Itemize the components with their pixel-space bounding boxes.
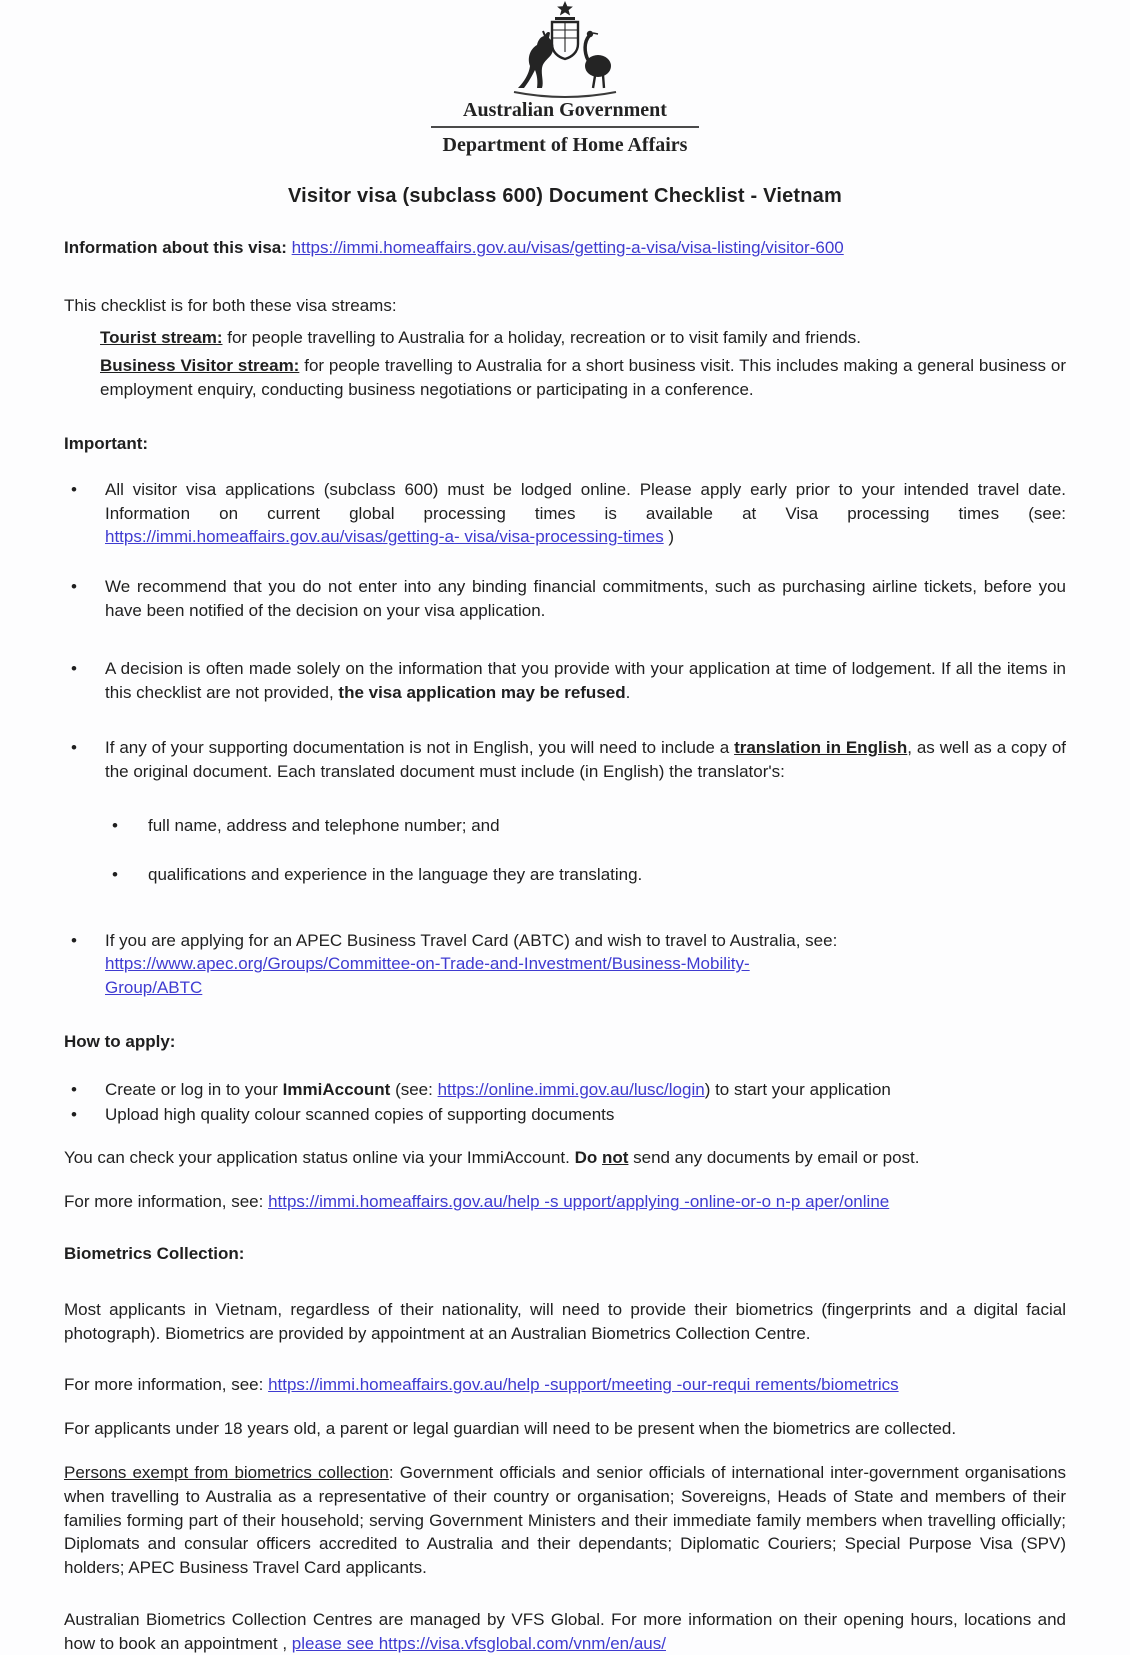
important-bullet-decision <box>64 657 1066 705</box>
stream-tourist <box>100 326 1066 350</box>
bullet-text: If you are applying for an APEC Business Travel Card (ABTC) and wish to travel to Australia, see: <box>105 930 838 950</box>
refused-warning-text: the visa application may be refused <box>338 682 626 702</box>
bullet-text-mid: (see: <box>390 1079 438 1099</box>
stream-business-text: for people travelling to Australia for a short business visit. This includes making a general business or employment enquiry, conducting business negotiations or participating in a conference. <box>100 356 1066 400</box>
translator-sub-bullet-contact <box>64 814 1066 838</box>
biometrics-requirements-link[interactable]: https://immi.homeaffairs.gov.au/help -support/meeting -our-requi rements/biometrics <box>268 1375 899 1395</box>
not-underlined: not <box>601 1148 629 1168</box>
header-divider <box>431 126 699 128</box>
bullet-text: We recommend that you do not enter into any binding financial commitments, such as purchasing airline tickets, before you have been notified of the decision on your visa application. <box>105 577 1066 620</box>
biometrics-exempt-paragraph <box>64 1461 1066 1580</box>
visa-info-line <box>64 236 1066 260</box>
bullet-text-suffix: ) to start your application <box>704 1079 891 1099</box>
page-title: Visitor visa (subclass 600) Document Checklist - Vietnam <box>287 185 842 207</box>
biometrics-intro-paragraph: Most applicants in Vietnam, regardless of their nationality, will need to provide their biometrics (fingerprints and a digital facial photograph). Biometrics are provided by appointment at an Australian Biometrics Collection Centre. <box>64 1299 1066 1343</box>
bullet-text: A decision is often made solely on the information that you provide with your application at time of lodgement. If all the items in this checklist are not provided, <box>105 658 1066 702</box>
important-bullet-financial-commitments <box>64 575 1066 623</box>
stream-tourist-name: Tourist stream: <box>100 327 223 347</box>
exempt-underlined-lead: Persons exempt from biometrics collection <box>64 1462 389 1482</box>
biometrics-heading: Biometrics Collection: <box>64 1243 245 1263</box>
department-name: Department of Home Affairs <box>442 134 688 156</box>
important-bullet-lodged-online <box>64 478 1066 549</box>
vfs-text: Australian Biometrics Collection Centres are managed by VFS Global. For more information on their opening hours, locations and how to book an appointment , <box>64 1609 1066 1653</box>
exempt-text: : Government officials and senior officials of international inter-government organisations when travelling to Australia as a representative of their country or organisation; Sovereigns, Heads of State and members of their families forming part of their household; serving Government Ministers and their immediate family members when travelling officially; Diplomats and consular officers accredited to Australia and their dependants; Diplomatic Couriers; Special Purpose Visa (SPV) holders; APEC Business Travel Card applicants. <box>64 1462 1066 1578</box>
bullet-text-suffix: , as well as a copy of the original document. Each translated document must include (in English) the translator's: <box>105 738 1066 782</box>
apec-abtc-link[interactable] <box>105 954 750 997</box>
do-not-bold: Do <box>574 1148 602 1168</box>
australian-coat-of-arms-icon <box>500 0 630 96</box>
visa-info-label: Information about this visa: <box>64 238 287 257</box>
apply-more-info-line <box>64 1190 1066 1214</box>
under-18-paragraph: For applicants under 18 years old, a parent or legal guardian will need to be present when the biometrics are collected. <box>64 1419 957 1439</box>
translation-emphasis-text: translation in English <box>734 738 908 758</box>
apec-link-line1: https://www.apec.org/Groups/Committee-on-Trade-and-Investment/Business-Mobility- <box>105 954 750 974</box>
vfs-global-paragraph <box>64 1608 1066 1655</box>
processing-times-link[interactable]: https://immi.homeaffairs.gov.au/visas/getting-a- visa/visa-processing-times <box>105 527 664 547</box>
more-info-label: For more information, see: <box>64 1375 269 1395</box>
government-name: Australian Government <box>463 99 667 121</box>
visa-info-link[interactable]: https://immi.homeaffairs.gov.au/visas/getting-a-visa/visa-listing/visitor-600 <box>291 238 844 257</box>
important-bullet-translation <box>64 736 1066 784</box>
how-to-apply-heading: How to apply: <box>64 1031 176 1051</box>
biometrics-more-info-line <box>64 1373 1066 1397</box>
bullet-text: qualifications and experience in the language they are translating. <box>148 864 643 884</box>
important-heading: Important: <box>64 433 149 453</box>
application-status-line <box>64 1146 1066 1170</box>
status-text-suffix: send any documents by email or post. <box>628 1148 920 1168</box>
document-header <box>64 0 1066 157</box>
translator-sub-bullet-qualifications <box>64 863 1066 887</box>
status-text: You can check your application status online via your ImmiAccount. <box>64 1148 575 1168</box>
applying-online-link[interactable]: https://immi.homeaffairs.gov.au/help -s upport/applying -online-or-o n-p aper/online <box>268 1192 890 1212</box>
bullet-text: full name, address and telephone number; and <box>148 815 500 835</box>
streams-intro: This checklist is for both these visa streams: <box>64 295 397 315</box>
bullet-text-suffix: . <box>625 682 631 702</box>
bullet-text-suffix: ) <box>663 527 675 547</box>
stream-business <box>100 354 1066 402</box>
bullet-text: Create or log in to your <box>105 1079 283 1099</box>
bullet-text: All visitor visa applications (subclass 600) must be lodged online. Please apply early prior to your intended travel date. Information on current global processing times is available at Visa processing times (see: <box>105 479 1066 523</box>
stream-tourist-text: for people travelling to Australia for a holiday, recreation or to visit family and friends. <box>222 327 861 347</box>
vfs-global-link[interactable]: please see https://visa.vfsglobal.com/vnm/en/aus/ <box>291 1633 666 1653</box>
important-bullet-apec <box>64 929 1066 1000</box>
bullet-text: Upload high quality colour scanned copies of supporting documents <box>105 1104 615 1124</box>
bullet-text: If any of your supporting documentation is not in English, you will need to include a <box>105 738 735 758</box>
immiaccount-text: ImmiAccount <box>282 1079 391 1099</box>
apec-link-line2: Group/ABTC <box>105 978 203 998</box>
stream-business-name: Business Visitor stream: <box>100 356 300 376</box>
immiaccount-login-link[interactable]: https://online.immi.gov.au/lusc/login <box>437 1079 705 1099</box>
apply-bullet-immiaccount <box>64 1078 1066 1102</box>
apply-bullet-upload <box>64 1103 1066 1127</box>
more-info-label: For more information, see: <box>64 1192 269 1212</box>
